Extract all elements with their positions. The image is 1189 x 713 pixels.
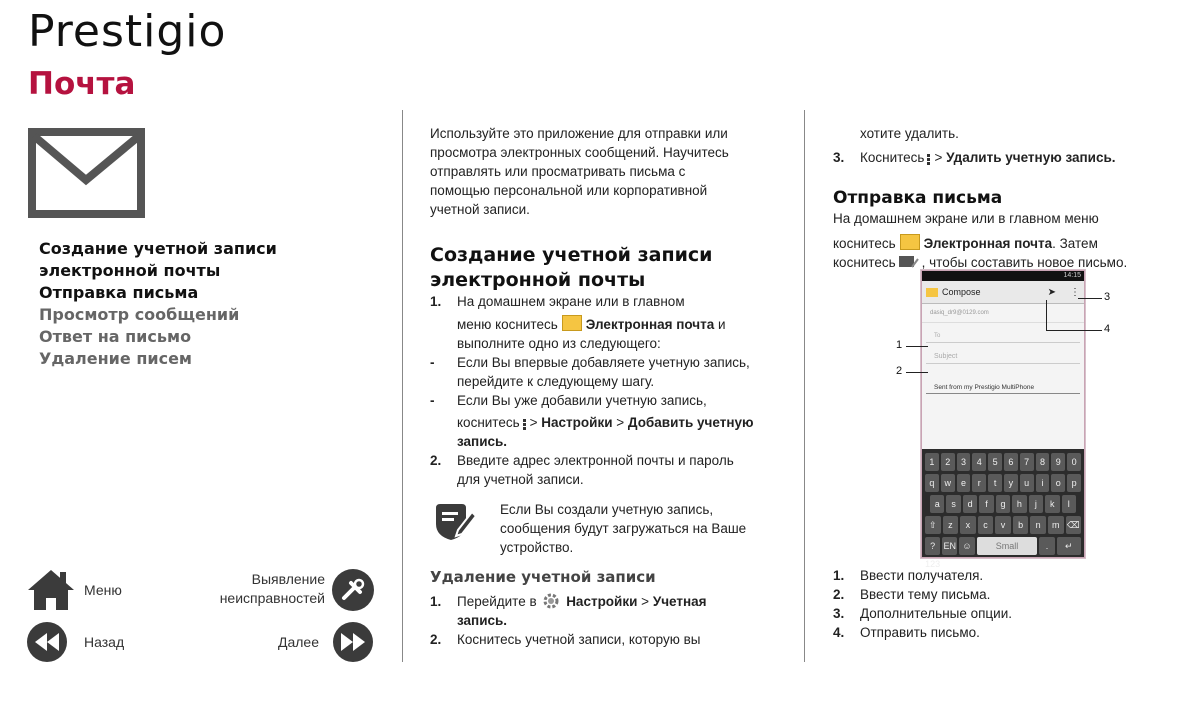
phone-screenshot [921,270,1085,569]
email-app-icon-2 [900,234,920,250]
keyboard-key[interactable]: ?123 [925,537,940,555]
toc-item-create-cont[interactable]: электронной почты [39,261,221,280]
gear-icon [542,592,560,610]
send-paragraph: На домашнем экране или в главном меню коснитесь Электронная почта. Затем коснитесь , чтобы составить новое письмо. [833,211,1128,270]
compose-icon [898,255,920,269]
keyboard-key[interactable]: c [978,516,994,534]
keyboard-key[interactable]: l [1062,495,1076,513]
toc-item-send[interactable]: Отправка письма [39,283,199,302]
nav-back-label[interactable]: Назад [84,634,125,650]
toc-item-delete[interactable]: Удаление писем [39,349,192,368]
send-icon[interactable]: ➤ [1047,286,1056,298]
keyboard-key[interactable]: t [988,474,1002,492]
callout-2: 2 [896,365,903,377]
keyboard-key[interactable]: 3 [957,453,971,471]
keyboard-key[interactable]: 0 [1067,453,1081,471]
keyboard-key[interactable]: u [1020,474,1034,492]
column-divider-2 [804,110,805,662]
send-legend: 1. Ввести получателя. 2. Ввести тему письма. 3. Дополнительные опции. 4. Отправить письмо. [833,568,1013,640]
keyboard-key[interactable]: j [1029,495,1043,513]
keyboard-key[interactable]: d [963,495,977,513]
page-title: Почта [28,66,136,102]
email-app-icon-3 [926,288,938,297]
keyboard-key[interactable]: ⌫ [1066,516,1082,534]
keyboard-key[interactable]: n [1030,516,1046,534]
keyboard-key[interactable]: m [1048,516,1064,534]
keyboard-key[interactable]: x [960,516,976,534]
keyboard-key[interactable]: q [925,474,939,492]
menu-dots-icon-phone[interactable]: ⋮ [1070,286,1080,298]
brand-logo: Prestigio [28,6,227,57]
toc-item-create[interactable]: Создание учетной записи [39,239,277,258]
status-bar: 14:15 [922,271,1084,281]
keyboard-key[interactable]: g [996,495,1010,513]
callout-line-2 [906,372,928,373]
keyboard-key[interactable]: EN [942,537,957,555]
col3-top: хотите удалить. 3. Коснитесь > Удалить учетную запись. [833,126,1116,165]
mail-envelope-icon [28,128,145,218]
toc-item-view[interactable]: Просмотр сообщений [39,305,240,324]
heading-delete-account: Удаление учетной записи [430,568,656,586]
keyboard-key[interactable]: 2 [941,453,955,471]
heading-send-mail: Отправка письма [833,188,1003,208]
toc-item-reply[interactable]: Ответ на письмо [39,327,192,346]
keyboard-key[interactable]: ⇧ [925,516,941,534]
from-field: dasiq_dr9@0129.com [922,304,1084,323]
keyboard-key[interactable]: e [957,474,971,492]
keyboard-key[interactable]: o [1051,474,1065,492]
keyboard-key[interactable]: v [995,516,1011,534]
callout-line-1 [906,346,928,347]
keyboard-key[interactable]: i [1036,474,1050,492]
callout-1: 1 [896,339,903,351]
keyboard-key[interactable]: b [1013,516,1029,534]
keyboard-key[interactable]: 8 [1036,453,1050,471]
nav-troubleshoot-label[interactable]: Выявление неисправностей [219,571,325,606]
keyboard-key[interactable]: y [1004,474,1018,492]
nav-menu-label[interactable]: Меню [84,582,122,598]
keyboard-key[interactable]: ☺ [959,537,974,555]
callout-line-4 [1046,330,1102,331]
keyboard-key[interactable]: z [943,516,959,534]
keyboard-key[interactable]: ↵ [1057,537,1081,555]
tools-icon[interactable] [332,569,374,611]
column-divider-1 [402,110,403,662]
keyboard-key[interactable]: w [941,474,955,492]
callout-3: 3 [1104,291,1111,303]
signature-text[interactable]: Sent from my Prestigio MultiPhone [926,364,1080,394]
keyboard-key[interactable]: s [946,495,960,513]
email-app-icon [562,315,582,331]
keyboard-key[interactable]: 1 [925,453,939,471]
callout-4: 4 [1104,323,1111,335]
menu-dots-icon [523,418,527,431]
nav-next-label[interactable]: Далее [278,634,320,650]
keyboard-key[interactable]: 4 [972,453,986,471]
keyboard-key[interactable]: . [1039,537,1054,555]
table-of-contents [39,238,339,370]
keyboard-key[interactable]: 6 [1004,453,1018,471]
callout-line-4v [1046,300,1047,330]
to-field[interactable]: To [926,323,1080,343]
keyboard-key[interactable]: h [1012,495,1026,513]
keyboard[interactable] [922,449,1084,569]
keyboard-key[interactable]: Small [977,537,1038,555]
subject-field[interactable]: Subject [926,343,1080,364]
keyboard-key[interactable]: f [979,495,993,513]
compose-header [922,281,1084,304]
keyboard-key[interactable]: 9 [1051,453,1065,471]
keyboard-key[interactable]: r [972,474,986,492]
keyboard-key[interactable]: 7 [1020,453,1034,471]
home-icon[interactable] [26,568,76,612]
delete-steps: 1. Перейдите в Настройки > Учетная запись. 2. Коснитесь учетной записи, которую вы [430,594,707,647]
keyboard-key[interactable]: p [1067,474,1081,492]
menu-dots-icon-2 [927,153,931,166]
forward-icon[interactable] [333,622,373,662]
keyboard-key[interactable]: k [1045,495,1059,513]
note-pen-icon [432,502,478,542]
intro-paragraph: Используйте это приложение для отправки или просмотра электронных сообщений. Научитесь отправлять или просматривать письма с помощью персональной или корпоративной учетной записи. [430,126,729,217]
compose-title: Compose [942,287,981,297]
rewind-icon[interactable] [27,622,67,662]
keyboard-key[interactable]: a [930,495,944,513]
callout-line-3 [1078,298,1102,299]
heading-create-account: Создание учетной записи электронной почты [430,244,713,291]
create-steps: 1. На домашнем экране или в главном меню коснитесь Электронная почта и выполните одно из следующего: - Если Вы впервые добавляете учетную запись, перейдите к следующему шагу. - Если Вы уже добавили учетную запись, коснитесь > Настройки > Добавить учетную запись. 2. Введите адрес электронной почты и пароль для учетной записи. [430,294,754,487]
note-text: Если Вы создали учетную запись, сообщения будут загружаться на Ваше устройство. [500,502,747,555]
keyboard-key[interactable]: 5 [988,453,1002,471]
